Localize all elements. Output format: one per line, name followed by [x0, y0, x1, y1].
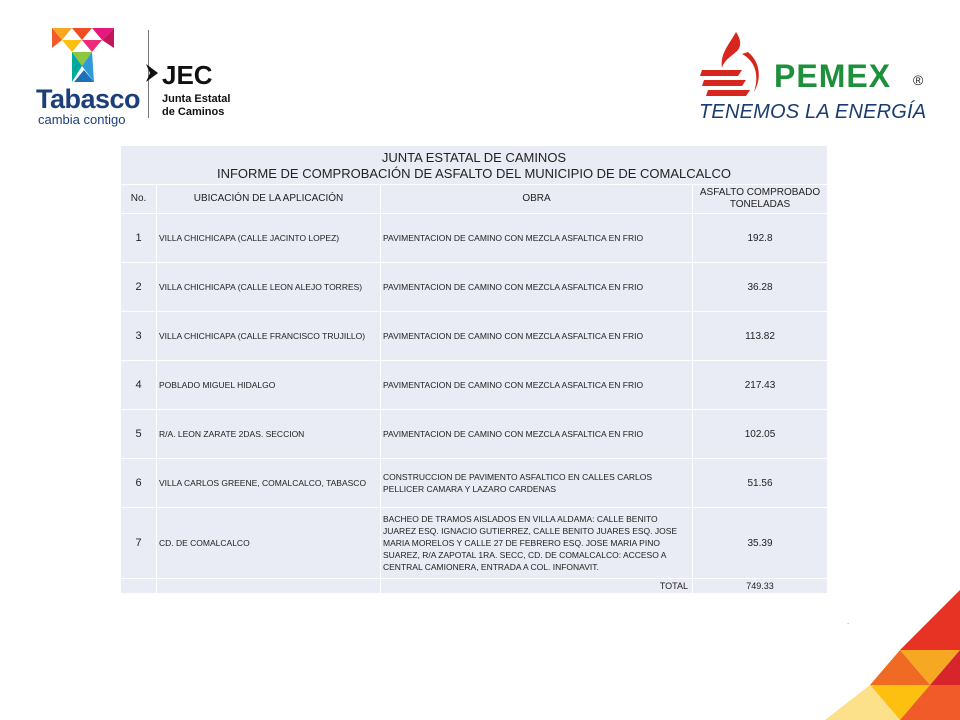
pemex-wordmark: PEMEX [774, 58, 892, 94]
row-tons: 36.28 [693, 263, 828, 312]
row-work: PAVIMENTACION DE CAMINO CON MEZCLA ASFALTICA EN FRIO [381, 410, 693, 459]
row-no: 7 [121, 508, 157, 579]
tabasco-t-icon [52, 26, 114, 84]
row-work: BACHEO DE TRAMOS AISLADOS EN VILLA ALDAMA: CALLE BENITO JUAREZ ESQ. IGNACIO GUTIERREZ, CALLE BENITO JUARES ESQ. JOSE MARIA MORELOS Y CALLE 27 DE FEBRERO ESQ. JOSE MARIA PINO SUAREZ, R/A ZAPOTAL 1RA. SECC, CD. DE COMALCALCO: ACCESO A CENTRAL CAMIONERA, ENTRADA A COL. INFONAVIT. [381, 508, 693, 579]
jec-subtitle: Junta Estatal de Caminos [162, 93, 231, 118]
row-no: 1 [121, 214, 157, 263]
total-empty-1 [121, 579, 157, 594]
header-tons: ASFALTO COMPROBADO TONELADAS [693, 185, 828, 214]
table-row [121, 214, 828, 263]
row-no: 6 [121, 459, 157, 508]
row-work: PAVIMENTACION DE CAMINO CON MEZCLA ASFALTICA EN FRIO [381, 214, 693, 263]
row-no: 5 [121, 410, 157, 459]
row-tons: 217.43 [693, 361, 828, 410]
total-empty-2 [157, 579, 381, 594]
table-row [121, 508, 828, 579]
table-row [121, 312, 828, 361]
jec-title: JEC [162, 60, 213, 90]
total-label: TOTAL [381, 579, 693, 594]
row-tons: 192.8 [693, 214, 828, 263]
row-tons: 35.39 [693, 508, 828, 579]
row-location: CD. DE COMALCALCO [157, 508, 381, 579]
row-location: VILLA CHICHICAPA (CALLE JACINTO LOPEZ) [157, 214, 381, 263]
tabasco-slogan: cambia contigo [38, 112, 126, 127]
row-work: CONSTRUCCION DE PAVIMENTO ASFALTICO EN CALLES CARLOS PELLICER CAMARA Y LAZARO CARDENAS [381, 459, 693, 508]
total-row [121, 579, 828, 594]
row-no: 4 [121, 361, 157, 410]
jec-arrow-icon [146, 64, 158, 82]
row-no: 2 [121, 263, 157, 312]
row-no: 3 [121, 312, 157, 361]
total-value: 749.33 [693, 579, 828, 594]
tabasco-logo [34, 26, 144, 126]
table-row [121, 410, 828, 459]
header-location: UBICACIÓN DE LA APLICACIÓN [157, 185, 381, 214]
tabasco-name: Tabasco [36, 84, 141, 114]
row-tons: 102.05 [693, 410, 828, 459]
table-title-2: INFORME DE COMPROBACIÓN DE ASFALTO DEL MUNICIPIO DE DE COMALCALCO [216, 166, 732, 181]
asphalt-report-table [120, 145, 828, 594]
table-row [121, 459, 828, 508]
header-no: No. [121, 185, 157, 214]
row-work: PAVIMENTACION DE CAMINO CON MEZCLA ASFALTICA EN FRIO [381, 361, 693, 410]
row-location: VILLA CHICHICAPA (CALLE FRANCISCO TRUJILLO) [157, 312, 381, 361]
row-tons: 51.56 [693, 459, 828, 508]
pemex-slogan: TENEMOS LA ENERGÍA [699, 101, 927, 123]
table-row [121, 263, 828, 312]
row-location: VILLA CHICHICAPA (CALLE LEON ALEJO TORRES) [157, 263, 381, 312]
slide-dot-mark: . [847, 617, 850, 626]
row-tons: 113.82 [693, 312, 828, 361]
row-location: R/A. LEON ZARATE 2DAS. SECCION [157, 410, 381, 459]
table-row [121, 361, 828, 410]
row-location: POBLADO MIGUEL HIDALGO [157, 361, 381, 410]
pemex-eagle-icon [698, 30, 772, 100]
table-title-row [121, 146, 828, 185]
pemex-registered: ® [913, 72, 924, 88]
row-work: PAVIMENTACION DE CAMINO CON MEZCLA ASFALTICA EN FRIO [381, 263, 693, 312]
table-title-1: JUNTA ESTATAL DE CAMINOS [381, 150, 567, 165]
column-header-row [121, 185, 828, 214]
corner-decoration [825, 590, 960, 720]
header-work: OBRA [381, 185, 693, 214]
row-location: VILLA CARLOS GREENE, COMALCALCO, TABASCO [157, 459, 381, 508]
row-work: PAVIMENTACION DE CAMINO CON MEZCLA ASFALTICA EN FRIO [381, 312, 693, 361]
